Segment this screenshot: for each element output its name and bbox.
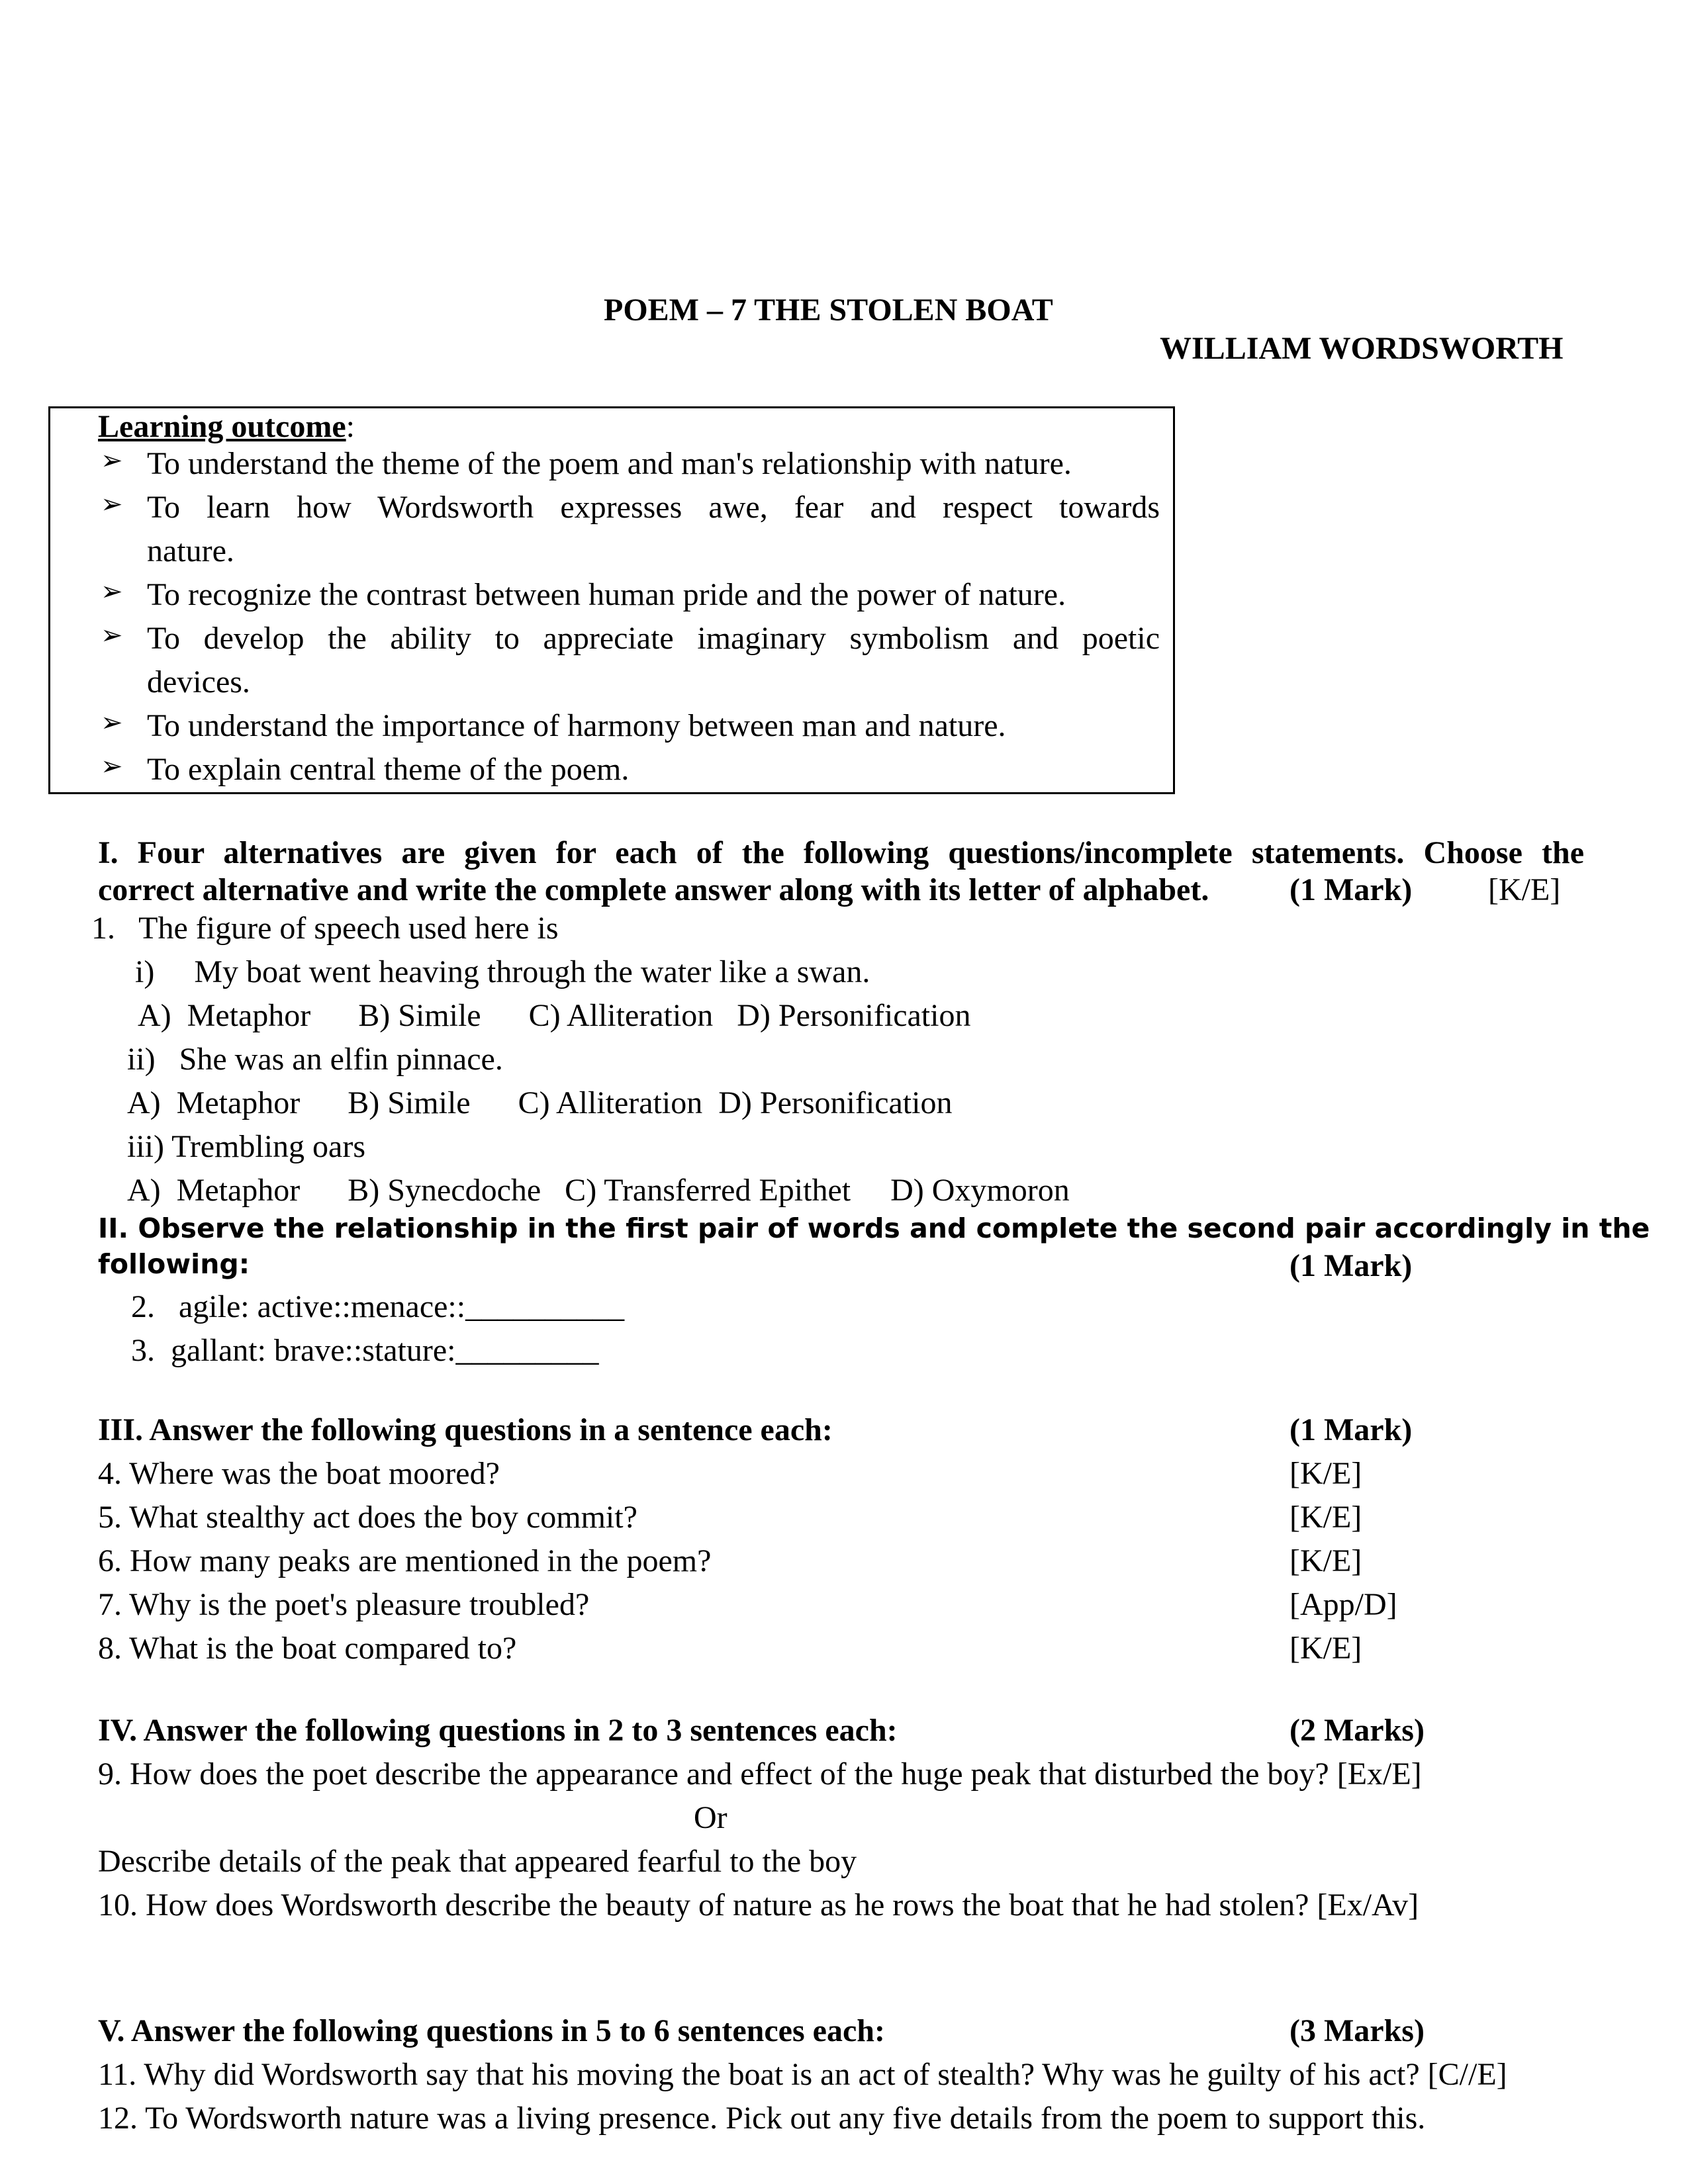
question-9-alternative: Describe details of the peak that appeared fearful to the boy [98, 1844, 857, 1879]
section5-heading: V. Answer the following questions in 5 to 6 sentences each: [98, 2013, 885, 2048]
section1-heading-line2: correct alternative and write the complete answer along with its letter of alphabet. [98, 872, 1209, 907]
question-1: 1. The figure of speech used here is [91, 911, 559, 946]
question-1-iii: iii) Trembling oars [127, 1129, 366, 1164]
page-title: POEM – 7 THE STOLEN BOAT [604, 293, 1053, 328]
section1-tag: [K/E] [1488, 872, 1561, 907]
section1-heading-line1: I. Four alternatives are given for each of the following questions/incomplete statements. Choose the [98, 835, 1584, 870]
bullet-arrow-icon: ➢ [101, 620, 123, 651]
bullet-arrow-icon: ➢ [101, 489, 123, 520]
section2-heading-line1: II. Observe the relationship in the first pair of words and complete the second pair accordingly in the [98, 1212, 1650, 1244]
question-12: 12. To Wordsworth nature was a living presence. Pick out any five details from the poem to support this. [98, 2101, 1426, 2136]
question-6-tag: [K/E] [1289, 1543, 1362, 1578]
outcome-item-continuation: devices. [147, 664, 250, 700]
question-2: 2. agile: active::menace::__________ [131, 1289, 625, 1324]
bullet-arrow-icon: ➢ [101, 707, 123, 738]
learning-outcome-heading: Learning outcome: [98, 409, 355, 444]
outcome-item: ➢ To understand the theme of the poem and man's relationship with nature. [147, 443, 1160, 484]
section3-heading: III. Answer the following questions in a sentence each: [98, 1412, 833, 1447]
author-name: WILLIAM WORDSWORTH [1160, 331, 1564, 366]
section4-heading: IV. Answer the following questions in 2 to 3 sentences each: [98, 1713, 898, 1748]
question-11: 11. Why did Wordsworth say that his moving the boat is an act of stealth? Why was he guilty of his act? [C//E] [98, 2057, 1507, 2092]
outcome-item: ➢ To explain central theme of the poem. [147, 749, 1160, 790]
question-1-i-options: A) Metaphor B) Simile C) Alliteration D) Personification [138, 998, 971, 1033]
section2-heading-line2: following: [98, 1248, 250, 1280]
question-7: 7. Why is the poet's pleasure troubled? [98, 1587, 590, 1622]
question-1-iii-options: A) Metaphor B) Synecdoche C) Transferred Epithet D) Oxymoron [127, 1173, 1070, 1208]
question-3: 3. gallant: brave::stature:_________ [131, 1333, 599, 1368]
section5-marks: (3 Marks) [1289, 2013, 1425, 2048]
section1-marks: (1 Mark) [1289, 872, 1413, 907]
bullet-arrow-icon: ➢ [101, 445, 123, 476]
question-5: 5. What stealthy act does the boy commit? [98, 1500, 637, 1535]
bullet-arrow-icon: ➢ [101, 751, 123, 782]
question-8-tag: [K/E] [1289, 1631, 1362, 1666]
question-6: 6. How many peaks are mentioned in the poem? [98, 1543, 712, 1578]
question-4-tag: [K/E] [1289, 1456, 1362, 1491]
question-5-tag: [K/E] [1289, 1500, 1362, 1535]
question-7-tag: [App/D] [1289, 1587, 1397, 1622]
or-separator: Or [694, 1800, 727, 1835]
question-9: 9. How does the poet describe the appearance and effect of the huge peak that disturbed the boy? [Ex/E] [98, 1756, 1422, 1792]
section4-marks: (2 Marks) [1289, 1713, 1425, 1748]
outcome-item: ➢ To recognize the contrast between human pride and the power of nature. [147, 574, 1160, 615]
question-1-ii-options: A) Metaphor B) Simile C) Alliteration D) Personification [127, 1085, 953, 1120]
question-10: 10. How does Wordsworth describe the beauty of nature as he rows the boat that he had stolen? [Ex/Av] [98, 1888, 1419, 1923]
question-1-ii: ii) She was an elfin pinnace. [127, 1042, 503, 1077]
outcome-item: ➢ To understand the importance of harmony between man and nature. [147, 705, 1160, 747]
section3-marks: (1 Mark) [1289, 1412, 1413, 1447]
outcome-item-continuation: nature. [147, 533, 234, 569]
question-8: 8. What is the boat compared to? [98, 1631, 517, 1666]
bullet-arrow-icon: ➢ [101, 576, 123, 607]
section2-marks: (1 Mark) [1289, 1248, 1413, 1283]
question-4: 4. Where was the boat moored? [98, 1456, 500, 1491]
outcome-item: ➢ To learn how Wordsworth expresses awe, fear and respect towards [147, 487, 1160, 528]
question-1-i: i) My boat went heaving through the water like a swan. [135, 954, 870, 989]
outcome-item: ➢ To develop the ability to appreciate imaginary symbolism and poetic [147, 618, 1160, 659]
